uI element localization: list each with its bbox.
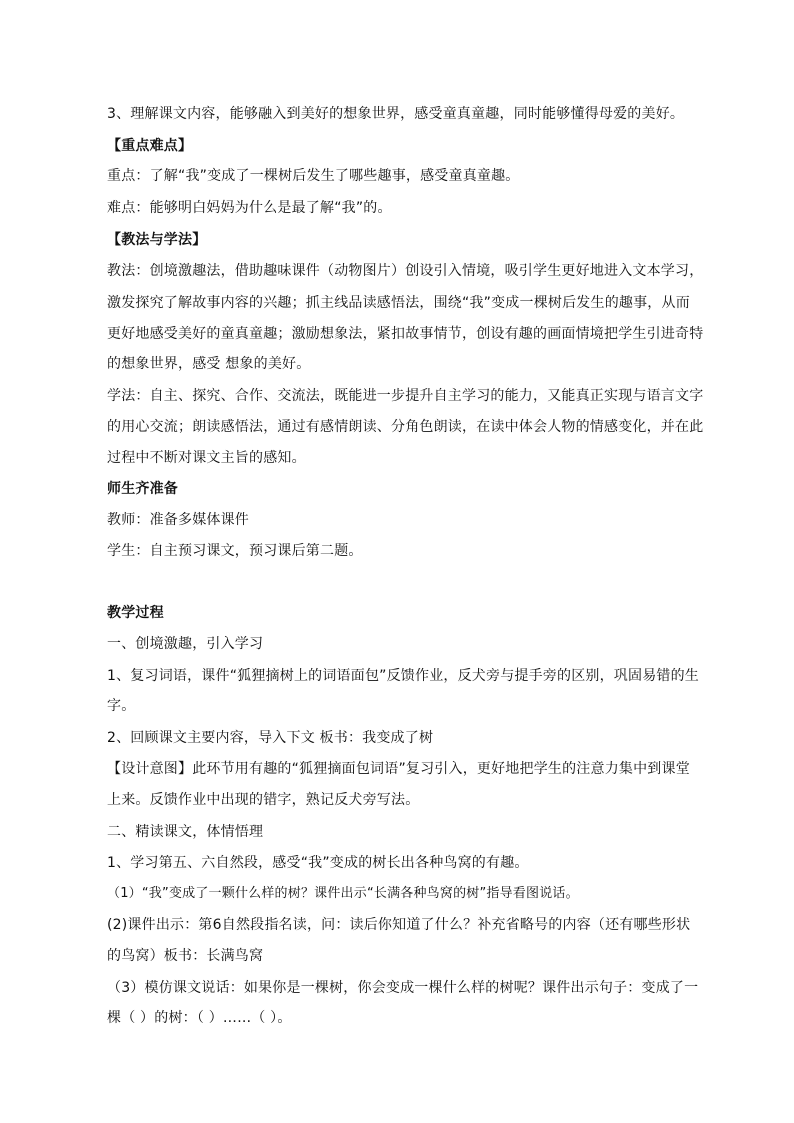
step-1-item-2: 2、回顾课文主要内容，导入下文 板书：我变成了树 xyxy=(107,730,434,746)
step-1-item-1-line-1: 1、复习词语，课件“狐狸摘树上的词语面包”反馈作业，反犬旁与提手旁的区别，巩固易错的生 xyxy=(107,668,700,684)
teaching-method-line-2: 激发探究了解故事内容的兴趣；抓主线品读感悟法，围绕“我”变成一棵树后发生的趣事，从而 xyxy=(107,295,690,311)
key-point: 重点：了解“我”变成了一棵树后发生了哪些趣事，感受童真童趣。 xyxy=(107,168,520,184)
teaching-method-line-3: 更好地感受美好的童真童趣；激励想象法，紧扣故事情节，创设有趣的画面情境把学生引进奇特 xyxy=(107,326,704,342)
learning-method-line-1: 学法：自主、探究、合作、交流法，既能进一步提升自主学习的能力，又能真正实现与语言文字 xyxy=(107,388,704,404)
design-intent-line-1: 【设计意图】此环节用有趣的“狐狸摘面包词语”复习引入，更好地把学生的注意力集中到课堂 xyxy=(107,761,690,777)
learning-method-line-3: 过程中不断对课文主旨的感知。 xyxy=(107,450,306,466)
design-intent-line-2: 上来。反馈作业中出现的错字，熟记反犬旁写法。 xyxy=(107,792,420,808)
objective-3: 3、理解课文内容，能够融入到美好的想象世界，感受童真童趣，同时能够懂得母爱的美好。 xyxy=(107,106,685,122)
step-2-sub-3-line-2: 棵（ ）的树：（ ）……（ ）。 xyxy=(107,1010,292,1026)
teaching-method-line-4: 的想象世界，感受 想象的美好。 xyxy=(107,356,311,372)
learning-method-line-2: 的用心交流；朗读感悟法，通过有感情朗读、分角色朗读，在读中体会人物的情感变化，并在此 xyxy=(107,419,704,435)
teaching-method-line-1: 教法：创境激趣法，借助趣味课件（动物图片）创设引入情境，吸引学生更好地进入文本学习， xyxy=(107,263,704,279)
step-2-item-1: 1、学习第五、六自然段，感受“我”变成的树长出各种鸟窝的有趣。 xyxy=(107,855,529,871)
section-heading-methods: 【教法与学法】 xyxy=(107,232,207,248)
step-1-item-1-line-2: 字。 xyxy=(107,698,136,714)
step-2-heading: 二、精读课文，体情悟理 xyxy=(107,824,264,840)
step-2-sub-2-line-2: 的鸟窝）板书：长满鸟窝 xyxy=(107,948,264,964)
step-2-sub-2-line-1: (2)课件出示：第6自然段指名读，问：读后你知道了什么？补充省略号的内容（还有哪些形状 xyxy=(107,917,691,933)
student-preparation: 学生：自主预习课文，预习课后第二题。 xyxy=(107,543,363,559)
section-heading-process: 教学过程 xyxy=(107,605,164,621)
difficult-point: 难点：能够明白妈妈为什么是最了解“我”的。 xyxy=(107,200,392,216)
step-2-sub-1: （1）“我”变成了一颗什么样的树？课件出示“长满各种鸟窝的树”指导看图说话。 xyxy=(107,886,579,901)
step-1-heading: 一、创境激趣，引入学习 xyxy=(107,636,264,652)
section-heading-key-points: 【重点难点】 xyxy=(107,138,193,154)
section-heading-preparation: 师生齐准备 xyxy=(107,481,178,497)
teacher-preparation: 教师：准备多媒体课件 xyxy=(107,512,249,528)
step-2-sub-3-line-1: （3）模仿课文说话：如果你是一棵树，你会变成一棵什么样的树呢？课件出示句子：变成了一 xyxy=(107,980,699,996)
